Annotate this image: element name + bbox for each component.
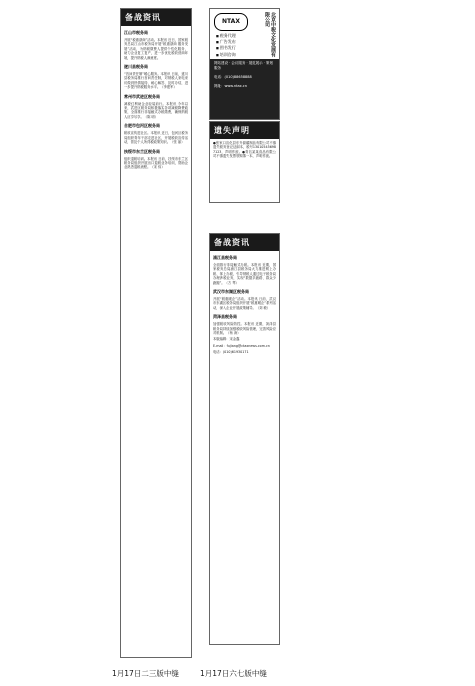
section-body: 税收宣传进社区。本报讯 近日，包河区税务局组织青年干部走进社区，开展税收宣传活动，普及个人所得税政策知识。（张 丽） — [124, 131, 188, 145]
ad-top-area — [210, 9, 279, 59]
service-item: 会议服务 — [231, 61, 246, 65]
ad-phone: 电话：(010)88658888 — [214, 75, 252, 79]
ad-website: 网址：www.ntax.cn — [214, 84, 247, 88]
caption-right: 1月17日六七版中缝 — [200, 669, 267, 678]
ad-services-more: 网站建设 · 会议服务 · 展览展示 · 策划服务 — [214, 61, 274, 70]
left-sections — [121, 30, 191, 170]
editor-email: E-mail：fujiang@ctaxnews.com.cn — [213, 343, 270, 348]
service-item: 网站建设 — [214, 61, 228, 65]
section-title: 武汉市东湖区税务局 — [213, 289, 249, 295]
news-box — [209, 233, 280, 645]
section-title: 常州市武进区税务局 — [124, 93, 160, 99]
section-title: 浦江县税务局 — [213, 255, 237, 260]
section-title: 合肥市包河区税务局 — [124, 123, 160, 129]
section-title: 菏泽县税务局 — [213, 314, 237, 320]
news-header: 备战资讯 — [210, 234, 279, 251]
left-column-strip — [120, 8, 192, 658]
notice-body: ●张家口宣化县东升源碳制品有限公司不慎遗失税务登记证副本，税号130105456987123，声明作废。●青岛某某食品有限公司不慎遗失发票领购簿一本，声明作废。 — [213, 141, 276, 159]
left-strip-header-text: 备战资讯 — [125, 13, 161, 22]
service-item: 策划服务 — [214, 61, 274, 70]
section-body: 全面推行非接触式办税。本报讯 近期，国家税务总局浦江县税务局大力推进网上办税、掌上办税，引导纳税人通过电子税务局办理涉税业务，实现“数据多跑路、群众少跑腿”。（方 琴） — [213, 263, 276, 285]
service-item: 展览展示 — [248, 61, 263, 65]
service-item: ■ 广告发布 — [216, 39, 236, 45]
caption-left: 1月17日二三版中缝 — [112, 669, 179, 678]
left-strip-header — [121, 9, 191, 26]
ad-dark-band — [210, 59, 279, 119]
service-list — [216, 33, 236, 58]
service-item: ■ 图书发行 — [216, 45, 236, 51]
section-body: 开展“税惠暖企”活动。本报讯 日前，武汉市东湖区税务局组织开展“税惠暖企”系列活动，深入企业开展政策辅导。（刘 敏） — [213, 297, 276, 310]
editor-phone: 电话：(010)61930171 — [213, 350, 249, 355]
section-body: 开展“税惠浙商”活动。本报讯 近日，国家税务总局江山市税务局开展“税惠浙商 服务发展”活动，为纳税缴费人提供个性化服务，助力企业复工复产，进一步优化税收营商环境，提升纳税人满意度。 — [124, 38, 188, 60]
section-title: 遂川县税务局 — [124, 64, 148, 70]
company-logo: NTAX — [214, 13, 248, 31]
section-body: 组织退税培训。本报讯 日前，扶绥市东兰区税务局组织开展出口退税业务培训，帮助企业熟悉退税流程。（宋 伟） — [124, 156, 188, 170]
company-name: 北京中税文化发展有限公司 — [264, 12, 276, 57]
captions-row — [0, 668, 475, 682]
editor-credit: 本版编辑：宋金鑫 — [213, 337, 240, 342]
section-title: 江山市税务局 — [124, 30, 148, 35]
advertisement-box — [209, 8, 280, 120]
section-title: 扶绥市东兰区税务局 — [124, 148, 160, 154]
service-item: ■ 税务代理 — [216, 33, 236, 39]
notice-header: 遗失声明 — [210, 122, 279, 139]
section-body: 减税红利助企业轻装前行。本报讯 今年以来，武进区税务局积极落实各项减税降费政策，全面推行非接触式办税缴费，确保纳税人应享尽享。（陈 明） — [124, 101, 188, 119]
section-body: 加强税收风险防控。本报讯 近期，菏泽县税务局持续加强税收风险管理，完善风险应对机制。（杨 涛） — [213, 322, 276, 336]
service-item: ■ 培训咨询 — [216, 52, 236, 58]
lost-notice-box — [209, 121, 280, 203]
section-body: “首问责任制”暖心服务。本报讯 日前，遂川县税务局推行首问责任制，对纳税人来电来访做到热情接待、耐心解答、及时办结，进一步提升纳税服务水平。（李建军） — [124, 72, 188, 90]
